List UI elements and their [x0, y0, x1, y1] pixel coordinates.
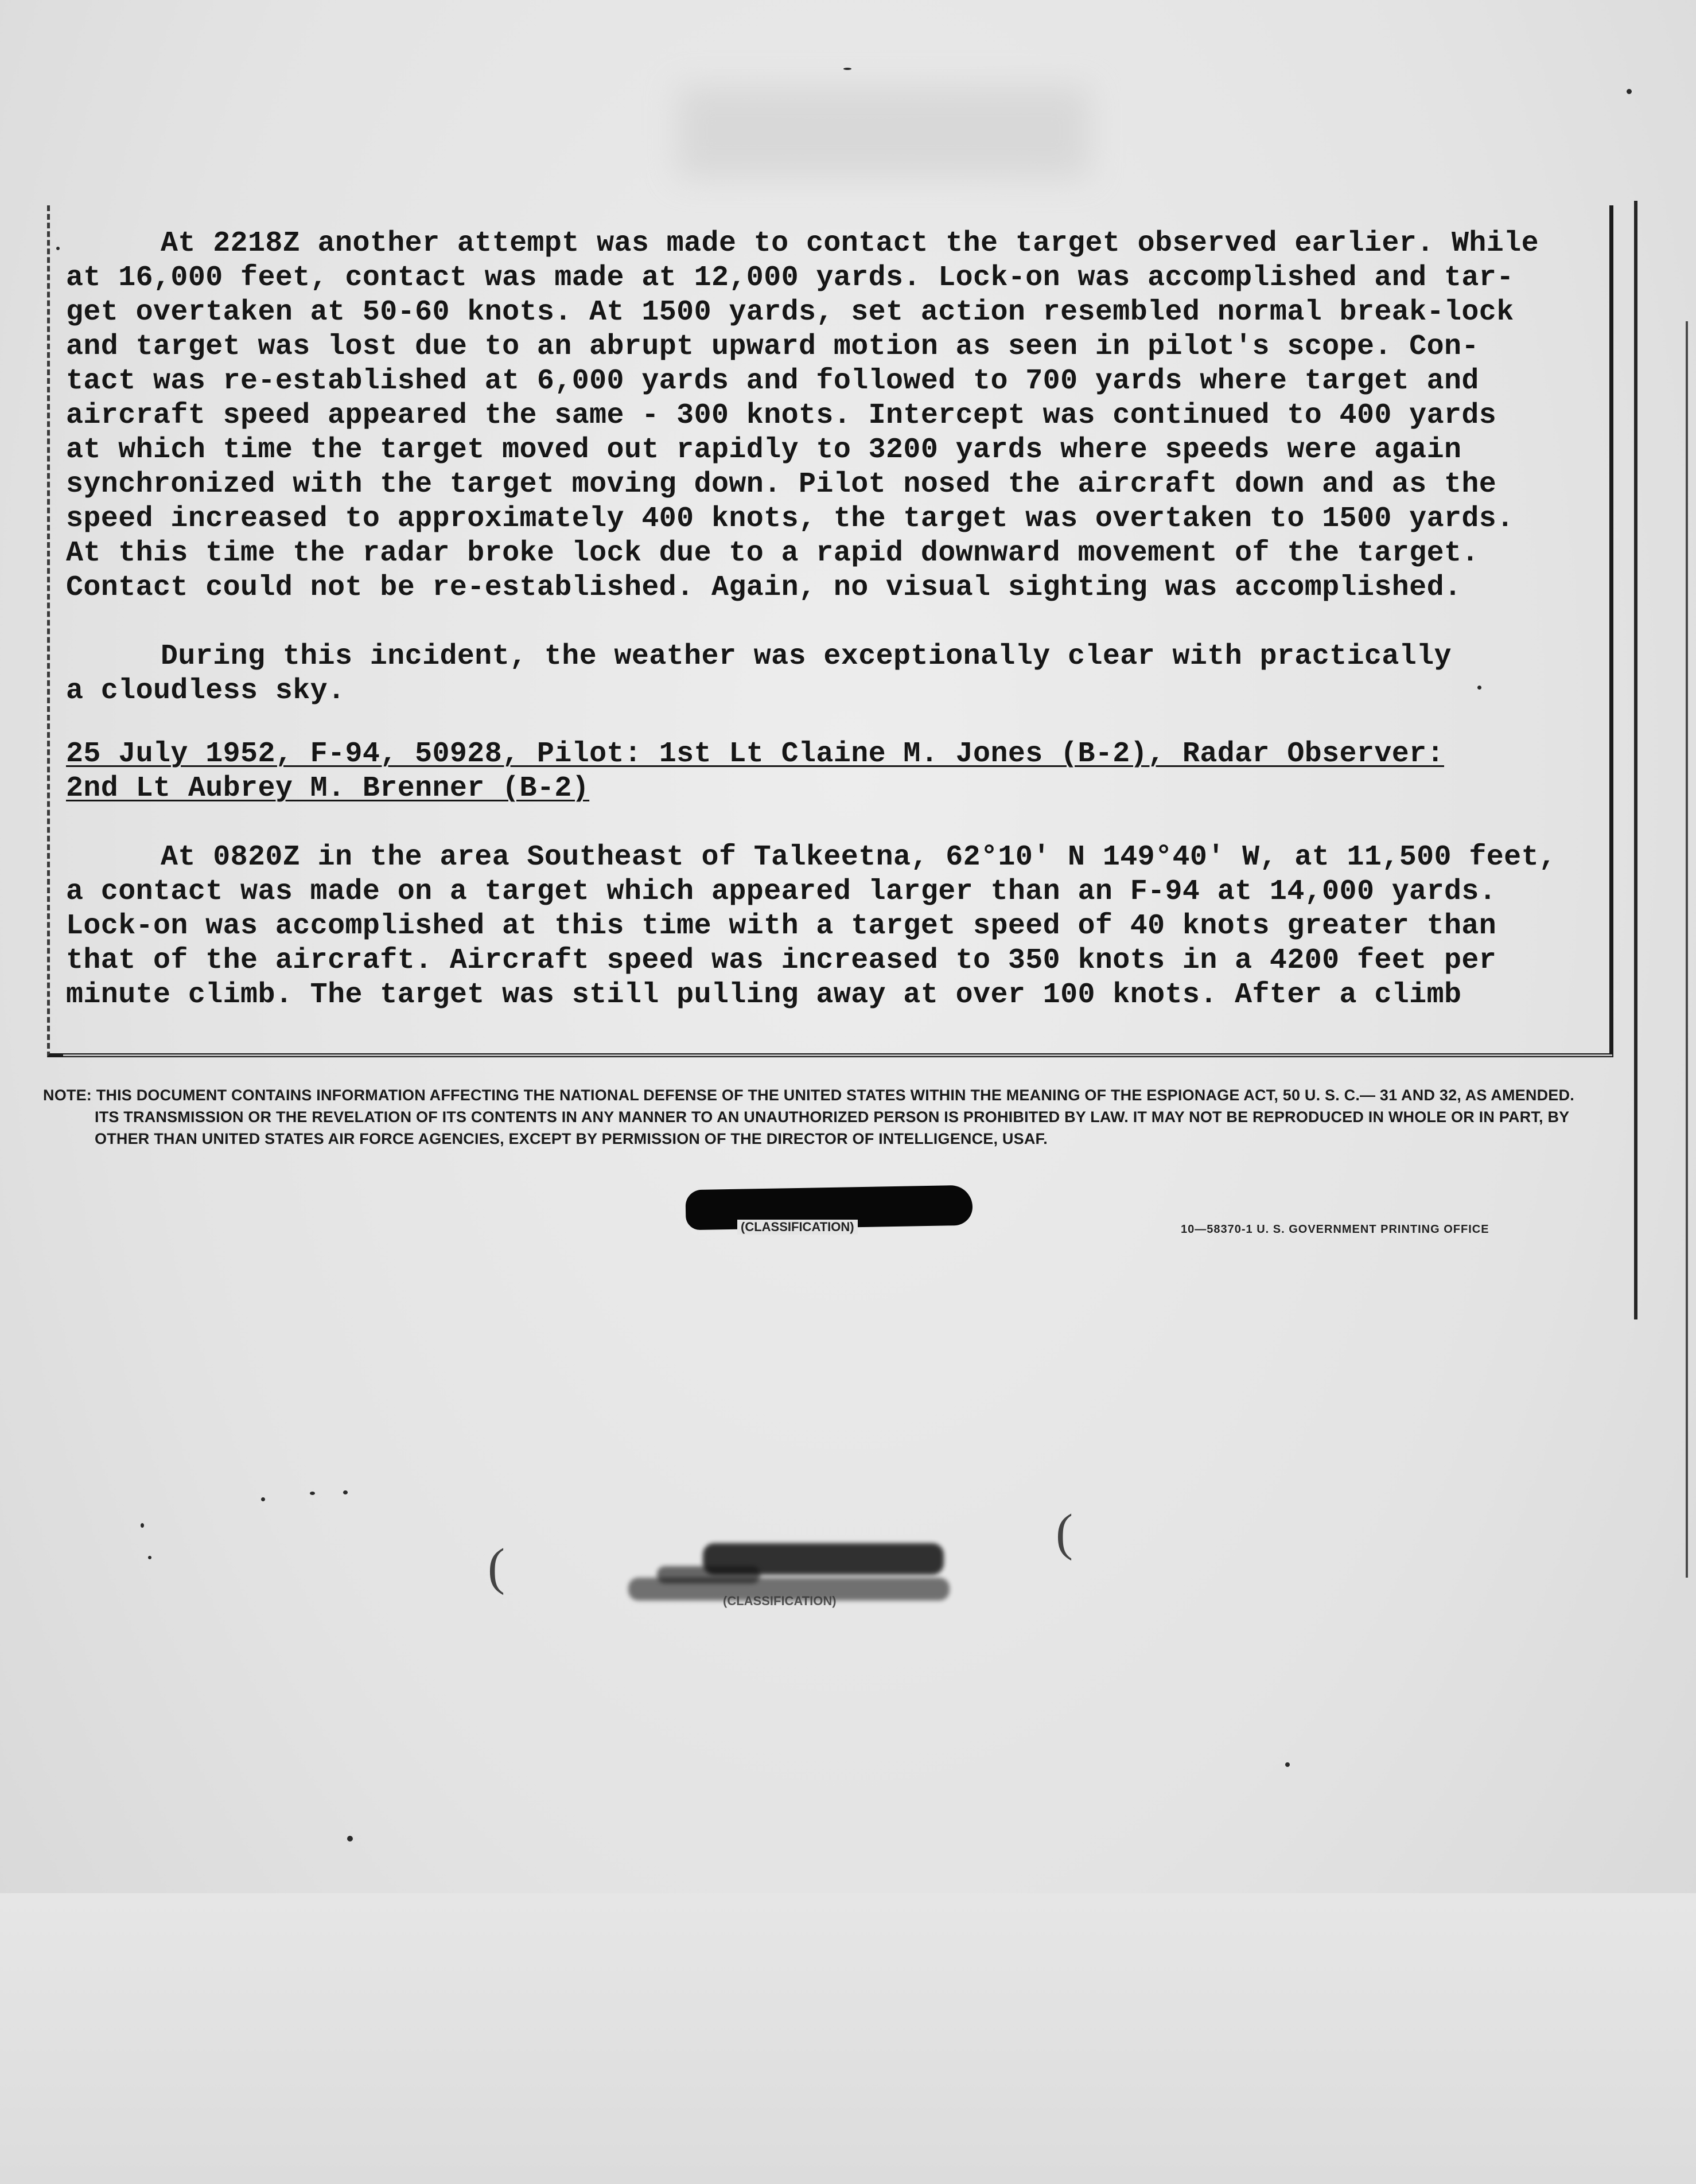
paragraph_1-line: get overtaken at 50-60 knots. At 1500 yards, set action resembled normal break-lock: [66, 296, 1514, 329]
paragraph_1-line: aircraft speed appeared the same - 300 knots. Intercept was continued to 400 yards: [66, 399, 1497, 432]
paragraph-first-attempt: [66, 227, 1581, 605]
paragraph-weather: [66, 640, 1581, 708]
lower-blank-area: [0, 1893, 1696, 2184]
bleed-classification-label: (CLASSIFICATION): [723, 1594, 837, 1608]
paragraph_1-line: synchronized with the target moving down. Pilot nosed the aircraft down and as the: [66, 468, 1497, 501]
heading-line: 25 July 1952, F-94, 50928, Pilot: 1st Lt Claine M. Jones (B-2), Radar Observer:: [66, 738, 1444, 770]
paragraph_1-line: at which time the target moved out rapidly to 3200 yards where speeds were again: [66, 434, 1462, 466]
speck: [148, 1556, 151, 1559]
edge-line: [1634, 201, 1637, 1319]
espionage-notice: [43, 1084, 1592, 1150]
bleed-through-smudge: [677, 86, 1090, 178]
notice-text: NOTE: THIS DOCUMENT CONTAINS INFORMATION AFFECTING THE NATIONAL DEFENSE OF THE UNITED STATES WITHIN THE MEANING OF THE ESPIONAGE ACT, 50 U. S. C.— 31 AND 32, AS AMENDED. ITS TRANSMISSION OR THE REVELATION OF ITS CONTENTS IN ANY MANNER TO AN UNAUTHORIZED PERSON IS PROHIBITED BY LAW. IT MAY NOT BE REPRODUCED IN WHOLE OR IN PART, BY OTHER THAN UNITED STATES AIR FORCE AGENCIES, EXCEPT BY PERMISSION OF THE DIRECTOR OF INTELLIGENCE, USAF.: [43, 1087, 1574, 1147]
paragraph_3-line: Lock-on was accomplished at this time with a target speed of 40 knots greater than: [66, 910, 1497, 943]
speck: [1285, 1762, 1290, 1767]
speck: [261, 1497, 265, 1501]
incident-heading: [66, 737, 1581, 806]
bleed-paren-right: (: [1056, 1504, 1073, 1561]
classification-label: (CLASSIFICATION): [737, 1220, 858, 1235]
speck: [347, 1836, 353, 1842]
document-body: [66, 227, 1581, 1013]
paragraph_2-line: a cloudless sky.: [66, 675, 345, 707]
speck: [343, 1490, 348, 1494]
paragraph_1-line: At this time the radar broke lock due to a rapid downward movement of the target.: [66, 537, 1479, 570]
bleed-through-classification: [617, 1526, 1018, 1624]
paragraph-talkeetna-contact: [66, 840, 1581, 1013]
form-number: 10—58370-1 U. S. GOVERNMENT PRINTING OFFICE: [1181, 1223, 1489, 1236]
paragraph_3-line: At 0820Z in the area Southeast of Talkeetna, 62°10' N 149°40' W, at 11,500 feet,: [161, 841, 1557, 874]
paragraph_1-line: speed increased to approximately 400 knots, the target was overtaken to 1500 yards.: [66, 503, 1514, 535]
paragraph_3-line: a contact was made on a target which appeared larger than an F-94 at 14,000 yards.: [66, 875, 1497, 908]
paragraph_1-line: at 16,000 feet, contact was made at 12,000 yards. Lock-on was accomplished and tar-: [66, 262, 1514, 294]
paragraph_2-line: During this incident, the weather was exceptionally clear with practically: [161, 640, 1452, 673]
speck: [141, 1523, 144, 1528]
speck: [1477, 686, 1481, 690]
bleed-rule: [63, 1054, 1612, 1056]
paragraph_1-line: and target was lost due to an abrupt upward motion as seen in pilot's scope. Con-: [66, 330, 1479, 363]
classification-block: [686, 1188, 973, 1233]
heading-line: 2nd Lt Aubrey M. Brenner (B-2): [66, 772, 590, 805]
speck: [56, 247, 60, 250]
paragraph_3-line: minute climb. The target was still pulling away at over 100 knots. After a climb: [66, 979, 1462, 1011]
paragraph_1-line: At 2218Z another attempt was made to contact the target observed earlier. While: [161, 227, 1539, 260]
paragraph_1-line: Contact could not be re-established. Again, no visual sighting was accomplished.: [66, 571, 1462, 604]
speck: [843, 68, 851, 70]
bleed-paren-left: (: [488, 1539, 505, 1595]
speck: [310, 1492, 315, 1495]
speck: [1627, 89, 1632, 94]
edge-line-outer: [1686, 321, 1688, 1578]
paragraph_1-line: tact was re-established at 6,000 yards and followed to 700 yards where target and: [66, 365, 1479, 398]
paragraph_3-line: that of the aircraft. Aircraft speed was increased to 350 knots in a 4200 feet per: [66, 944, 1497, 977]
